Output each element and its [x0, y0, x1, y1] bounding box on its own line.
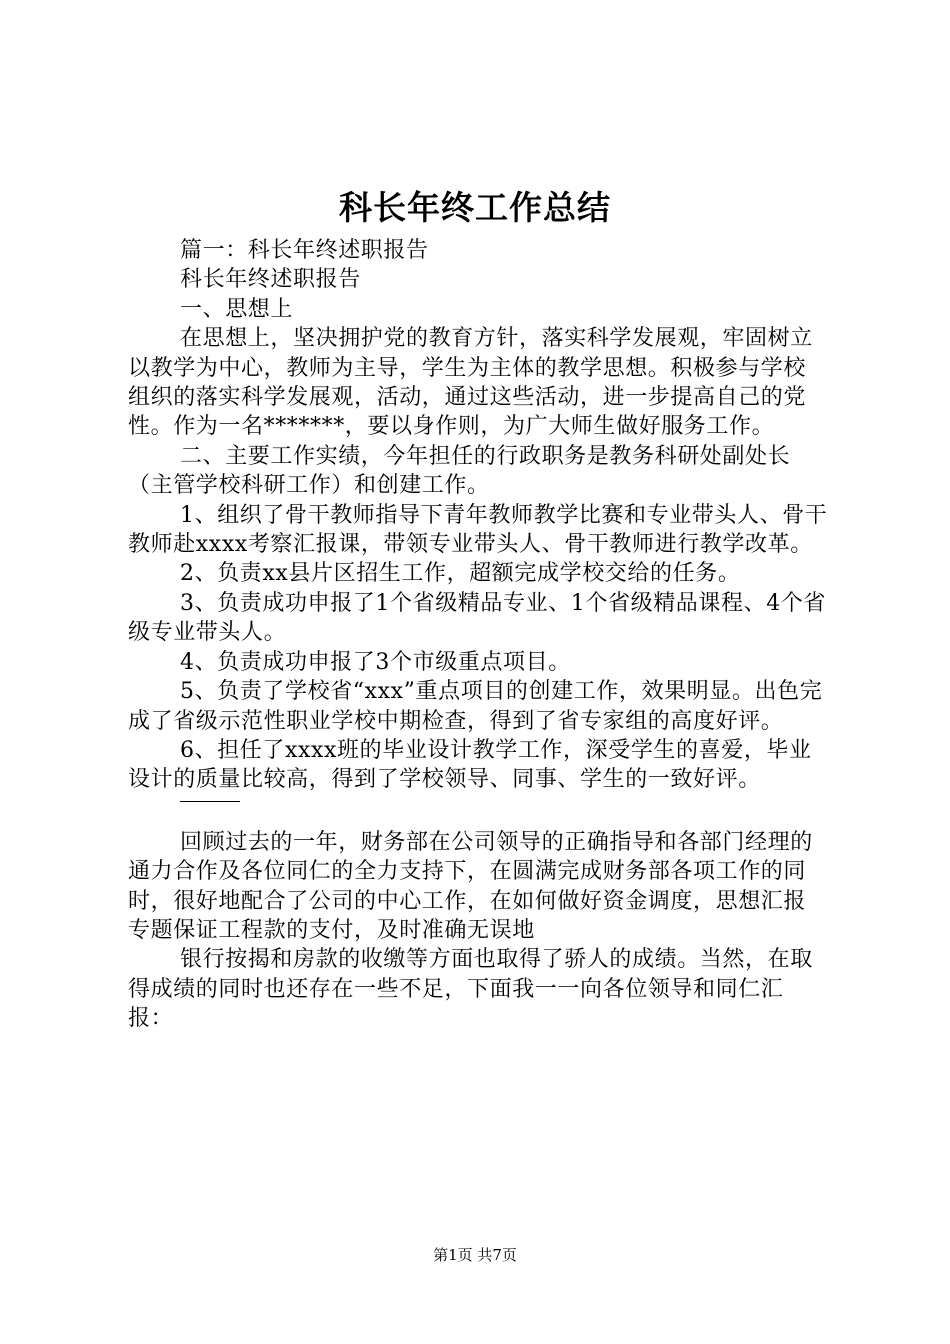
paragraph: 5、负责了学校省“xxx”重点项目的创建工作，效果明显。出色完成了省级示范性职业学校中期检查，得到了省专家组的高度好评。 — [128, 679, 823, 734]
paragraph: 4、负责成功申报了3个市级重点项目。 — [180, 649, 571, 675]
paragraph: 6、担任了xxxx班的毕业设计教学工作，深受学生的喜爱，毕业设计的质量比较高，得到了学校领导、同事、学生的一致好评。 — [128, 737, 812, 793]
paragraph: 回顾过去的一年，财务部在公司领导的正确指导和各部门经理的通力合作及各位同仁的全力支持下，在圆满完成财务部各项工作的同时，很好地配合了公司的中心工作，在如何做好资金调度，思想汇报专题保证工程款的支付，及时准确无误地 — [128, 829, 813, 943]
paragraph: 1、组织了骨干教师指导下青年教师教学比赛和专业带头人、骨干教师赴xxxx考察汇报课，带领专业带头人、骨干教师进行教学改革。 — [128, 502, 828, 558]
document-title: 科长年终工作总结 — [339, 188, 611, 227]
page-footer: 第1页 共7页 — [433, 1246, 517, 1264]
section-divider — [180, 801, 240, 818]
paragraph: 科长年终述职报告 — [180, 267, 361, 293]
paragraph: 一、思想上 — [180, 296, 294, 322]
document-body — [128, 236, 828, 1034]
paragraph: 2、负责xx县片区招生工作，超额完成学校交给的任务。 — [180, 561, 741, 587]
paragraph: 银行按揭和房款的收缴等方面也取得了骄人的成绩。当然，在取得成绩的同时也还存在一些不足，下面我一一向各位领导和同仁汇报： — [128, 947, 813, 1032]
paragraph: 二、主要工作实绩，今年担任的行政职务是教务科研处副处长（主管学校科研工作）和创建工作。 — [128, 443, 791, 499]
paragraph: 篇一：科长年终述职报告 — [180, 238, 429, 263]
paragraph: 3、负责成功申报了1个省级精品专业、1个省级精品课程、4个省级专业带头人。 — [128, 590, 826, 646]
paragraph: 在思想上，坚决拥护党的教育方针，落实科学发展观，牢固树立以教学为中心，教师为主导，学生为主体的教学思想。积极参与学校组织的落实科学发展观，活动，通过这些活动，进一步提高自己的党性。作为一名*******，要以身作则，为广大师生做好服务工作。 — [128, 326, 813, 440]
